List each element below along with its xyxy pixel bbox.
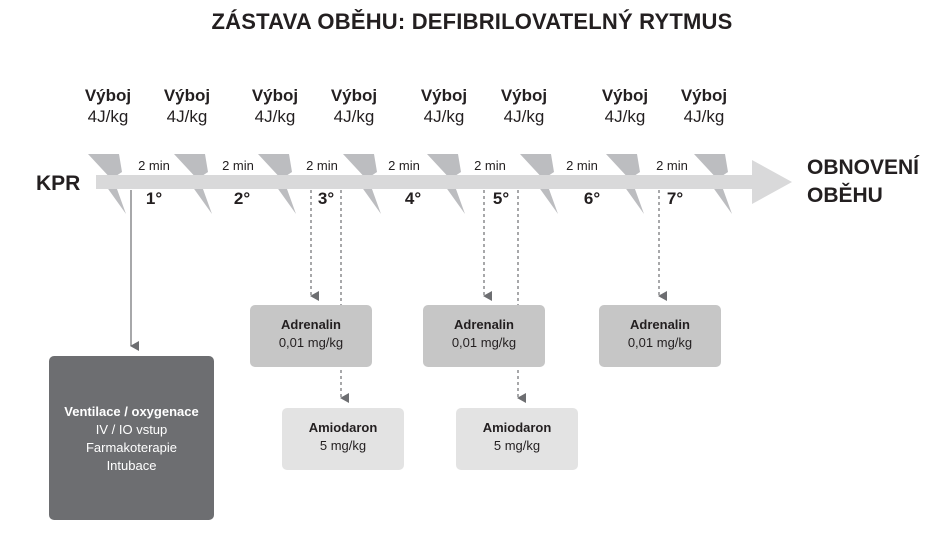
interval-label: 2 min — [138, 158, 170, 173]
adrenalin-dose: 0,01 mg/kg — [451, 335, 517, 350]
shock-label — [484, 86, 564, 128]
shock-title: Výboj — [500, 86, 548, 105]
shock-dose: 4J/kg — [423, 107, 465, 126]
start-label: KPR — [36, 172, 81, 195]
amiodaron-box — [282, 408, 404, 470]
cycle-number: 5° — [492, 189, 510, 208]
interval-label: 2 min — [656, 158, 688, 173]
interval-label: 2 min — [222, 158, 254, 173]
cycle-number: 3° — [317, 189, 335, 208]
shock-title: Výboj — [84, 86, 132, 105]
adrenalin-dose: 0,01 mg/kg — [278, 335, 344, 350]
interval-label: 2 min — [306, 158, 338, 173]
support-item: Ventilace / oxygenace — [64, 404, 199, 419]
end-label — [807, 154, 919, 210]
amiodaron-name: Amiodaron — [308, 420, 378, 435]
shock-label — [585, 86, 665, 128]
adrenalin-box — [423, 305, 545, 367]
adrenalin-name: Adrenalin — [281, 317, 341, 332]
shock-title: Výboj — [163, 86, 211, 105]
support-measures-box — [49, 356, 214, 520]
end-label-line1: OBNOVENÍ — [807, 156, 920, 179]
shock-dose: 4J/kg — [254, 107, 296, 126]
interval-label: 2 min — [566, 158, 598, 173]
cycle-number: 6° — [583, 189, 601, 208]
interval-label: 2 min — [388, 158, 420, 173]
shock-dose: 4J/kg — [166, 107, 208, 126]
shock-label — [147, 86, 227, 128]
cycle-number: 1° — [145, 189, 163, 208]
adrenalin-dose: 0,01 mg/kg — [627, 335, 693, 350]
shock-title: Výboj — [680, 86, 728, 105]
shock-dose: 4J/kg — [503, 107, 545, 126]
interval-label: 2 min — [474, 158, 506, 173]
shock-title: Výboj — [330, 86, 378, 105]
cycle-number: 2° — [233, 189, 251, 208]
adrenalin-name: Adrenalin — [630, 317, 690, 332]
support-item: Intubace — [106, 458, 157, 473]
adrenalin-name: Adrenalin — [454, 317, 514, 332]
shock-title: Výboj — [251, 86, 299, 105]
shock-label — [404, 86, 484, 128]
amiodaron-dose: 5 mg/kg — [319, 438, 367, 453]
shock-label — [314, 86, 394, 128]
shock-dose: 4J/kg — [87, 107, 129, 126]
cycle-number: 7° — [666, 189, 684, 208]
shock-label — [664, 86, 744, 128]
shock-title: Výboj — [420, 86, 468, 105]
cycle-number: 4° — [404, 189, 422, 208]
shock-label — [68, 86, 148, 128]
support-item: Farmakoterapie — [85, 440, 178, 455]
end-label-line2: OBĚHU — [807, 184, 883, 207]
shock-dose: 4J/kg — [683, 107, 725, 126]
support-item: IV / IO vstup — [95, 422, 168, 437]
shock-dose: 4J/kg — [604, 107, 646, 126]
adrenalin-box — [599, 305, 721, 367]
shock-label — [235, 86, 315, 128]
shock-title: Výboj — [601, 86, 649, 105]
amiodaron-box — [456, 408, 578, 470]
amiodaron-name: Amiodaron — [482, 420, 552, 435]
adrenalin-box — [250, 305, 372, 367]
shock-dose: 4J/kg — [333, 107, 375, 126]
amiodaron-dose: 5 mg/kg — [493, 438, 541, 453]
diagram-title: ZÁSTAVA OBĚHU: DEFIBRILOVATELNÝ RYTMUS — [211, 9, 733, 34]
